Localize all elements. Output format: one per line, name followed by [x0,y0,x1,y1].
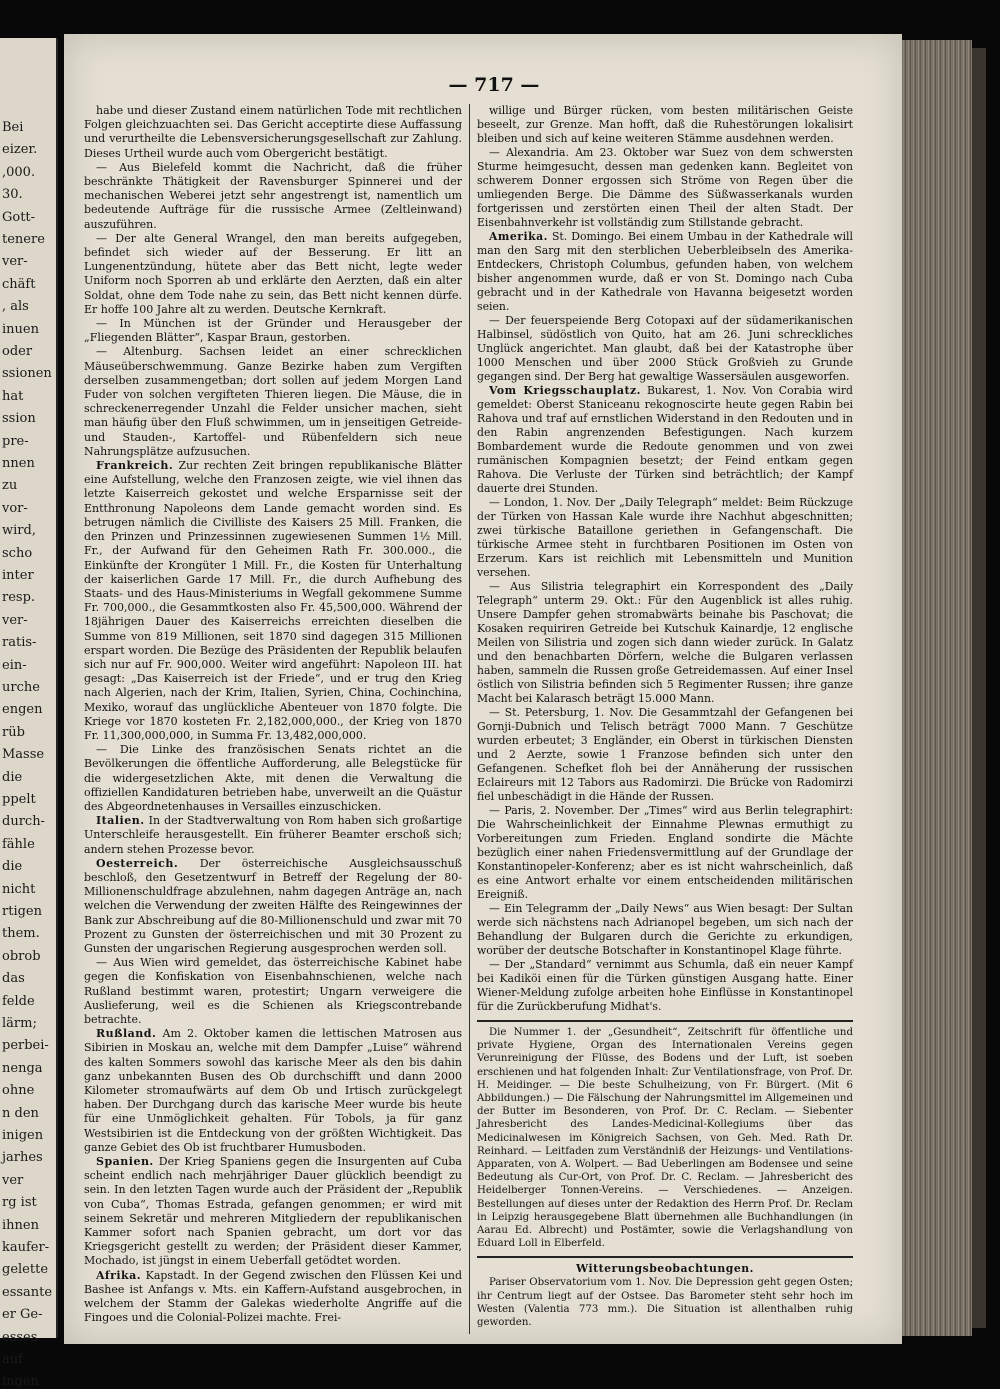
weather-text: Pariser Observatorium vom 1. Nov. Die Depression geht gegen Osten; ihr Centrum liegt auf der Ostsee. Das Barometer steht sehr hoch im Westen (Valentia 773 mm.). Die Situation ist allenthalben ruhig geworden. [477,1277,853,1329]
adjacent-page-fragment: Masse [2,747,45,763]
article-paragraph [477,314,853,384]
article-paragraph [477,384,853,496]
article-paragraph [84,232,462,317]
article-text: — Aus Wien wird gemeldet, das österreichische Kabinet habe gegen die Konfiskation von Eisenbahnschienen, welche nach Rußland bestimmt waren, protestirt; Ungarn verweigere die Auslieferung, weil es die Schienen als Kriegscontrebande betrachte. [84,956,462,1026]
article-text: In der Stadtverwaltung von Rom haben sich großartige Unterschleife herausgestellt. Ein früherer Beamter erschoß sich; andern stehen Prozesse bevor. [84,814,462,856]
adjacent-page-fragment: ppelt [2,792,36,807]
adjacent-page-fragment: engen [2,702,43,718]
section-heading: Amerika. [489,230,548,243]
adjacent-page-fragment: esses [2,1329,38,1345]
article-text: Bukarest, 1. Nov. Von Corabia wird gemeldet: Oberst Staniceanu rekognoscirte heute gegen Rabin bei Rahova und traf auf ernstlichen Widerstand in den Redouten und in den Rabin angrenzenden Befestigungen. Nach kurzem Bombardement wurde die Redoute genommen und von zwei rumänischen Kompagnien besetzt; der Feind entkam gegen Rahova. Die Verluste der Türken sind beträchtlich; der Kampf dauerte drei Stunden. [477,384,853,495]
article-paragraph [84,857,462,956]
adjacent-page-fragment: ssion [2,411,36,427]
adjacent-page-fragment: resp. [2,590,36,606]
section-heading: Rußland. [96,1027,157,1041]
article-text: Zur rechten Zeit bringen republikanische Blätter eine Aufstellung, welche den Franzosen zeigte, wie viel ihnen das letzte Kaiserreich gekostet und welche Ersparnisse seit der Entthronung Napoleons dem Lande gemacht worden sind. Es betrugen nämlich die Civilliste des Kaisers 25 Mill. Franken, die den Prinzen und Prinzessinnen zugewiesenen Summen 1½ Mill. Fr., der Aufwand für den Geheimen Rath Fr. 300.000., die Einkünfte der Krongüter 1 Mill. Fr., die Kosten für Unterhaltung der kaiserlichen Garde 17 Mill. Fr., die durch Aufhebung des Staats- und des Haus-Ministeriums in Wegfall gekommene Summe Fr. 700,000., die Gesammtkosten also Fr. 45,500,000. Während der 18jährigen Dauer des Kaiserreichs erreichten dieselben die Summe von 819 Millionen, seit 1870 sind dagegen 315 Millionen erspart worden. Die Bezüge des Präsidenten der Republik belaufen sich nur auf Fr. 900,000. Weiter wird angeführt: Napoleon III. hat gesagt: „Das Kaiserreich ist der Friede“, und er trug den Krieg nach Algerien, nach der Krim, Italien, Syrien, China, Cochinchina, Mexiko, worauf das unglückliche Abenteuer von 1870 folgte. Die Kriege vor 1870 kosteten Fr. 2,182,000,000., der Krieg von 1870 Fr. 11,300,000,000, in Summa Fr. 13,482,000,000. [84,459,462,742]
left-column [84,104,462,1325]
adjacent-page-fragment: them. [2,926,40,942]
adjacent-page-fragment: 30. [2,187,23,203]
adjacent-page-fragment: vor- [2,500,28,516]
adjacent-page-fragment: inter [2,568,34,583]
book-page-stack [902,40,972,1336]
adjacent-page-fragment: ver- [2,254,28,270]
article-paragraph [84,161,462,232]
adjacent-page-fragment: essante [2,1284,53,1300]
article-text: — Der „Standard“ vernimmt aus Schumla, daß ein neuer Kampf bei Kadiköi einen für die Türken günstigen Ausgang hatte. Einer Wiener-Meldung zufolge arbeiten hohe Einflüsse in Konstantinopel für die Zurückberufung Midhat's. [477,958,853,1013]
article-text: willige und Bürger rücken, vom besten militärischen Geiste beseelt, zur Grenze. Man hofft, daß die Ruhestörungen lokalisirt bleiben und sich auf keine weiteren Stämme ausdehnen werden. [477,104,853,145]
article-paragraph [84,317,462,345]
adjacent-page-fragment: rg ist [2,1195,37,1211]
adjacent-page-fragment: nnen [2,456,35,471]
adjacent-page-fragment: ratis- [2,635,37,651]
article-paragraph [84,743,462,814]
adjacent-page-fragment: eizer. [2,142,38,158]
article-text: — Aus Bielefeld kommt die Nachricht, daß die früher beschränkte Thätigkeit der Ravensburger Spinnerei und der mechanischen Weberei jetzt sehr angestrengt ist, namentlich um bedeutende Aufträge für die russische Armee (Zeltleinwand) auszuführen. [84,160,462,231]
article-paragraph [84,1027,462,1155]
section-heading: Italien. [96,814,145,828]
adjacent-page-fragment: ohne [2,1083,35,1099]
article-paragraph [84,956,462,1027]
adjacent-page-fragment: ver [2,1172,24,1188]
adjacent-page-fragment: n den [2,1105,39,1121]
page-number: — 717 — [448,74,540,96]
article-paragraph [477,902,853,958]
article-text: Kapstadt. In der Gegend zwischen den Flüssen Kei und Bashee ist Anfangs v. Mts. ein Kaffern-Aufstand ausgebrochen, in welchem der Stamm der Galekas wiederholte Angriffe auf die Fingoes und die Colonial-Polizei machte. Frei- [84,1268,463,1325]
adjacent-page-fragment: nicht [2,881,36,897]
adjacent-page-fragment: die [2,859,23,875]
adjacent-page-fragment: ,000. [2,164,36,180]
article-text: — Ein Telegramm der „Daily News“ aus Wien besagt: Der Sultan werde sich nächstens nach Adrianopel begeben, um sich nach der Behandlung der Bulgaren durch die Gerichte zu erkundigen, worüber der deutsche Botschafter in Konstantinopel Klage führte. [477,902,853,957]
article-text: — London, 1. Nov. Der „Daily Telegraph“ meldet: Beim Rückzuge der Türken von Hassan Kale wurde ihre Nachhut abgeschnitten; zwei türkische Bataillone geriethen in Gefangenschaft. Die türkische Armee steht in furchtbaren Positionen im Osten von Erzerum. Kars ist reichlich mit Lebensmitteln und Munition versehen. [477,496,853,579]
article-paragraph [84,104,462,161]
adjacent-page-fragment: oder [2,344,33,359]
adjacent-page-fragment: auf [2,1352,23,1367]
adjacent-page-fragment: tenere [2,232,45,247]
article-text: — Die Linke des französischen Senats richtet an die Bevölkerungen die öffentliche Aufforderung, alle Belegstücke für die widergesetzlichen Akte, mit denen die Verwaltung die offiziellen Kandidaturen betrieben habe, unverweilt an die Quästur des Abgeordnetenhauses in Versailles einzuschicken. [84,743,462,813]
adjacent-page-fragment: jarhes [2,1150,43,1166]
article-paragraph [84,814,462,857]
adjacent-page-edge [0,38,58,1389]
adjacent-page-fragment: pre- [2,433,29,449]
adjacent-page-fragment: felde [2,993,35,1009]
adjacent-page-fragment: nenga [2,1060,43,1076]
article-text: — Paris, 2. November. Der „Times“ wird aus Berlin telegraphirt: Die Wahrscheinlichkeit der Einnahme Plewnas ermuthigt zu Vorbereitungen zum Frieden. England sondirte die Mächte bezüglich einer nahen Friedensvermittlung auf der Grundlage der Konstantinopeler-Konferenz; aber es ist nicht wahrscheinlich, daß es eine Antwort erhalte vor einem entscheidenden militärischen Ereigniß. [477,804,853,901]
adjacent-page-fragment: inigen [2,1128,44,1143]
adjacent-page-fragment: perbei- [2,1038,49,1054]
adjacent-page-fragment: obrob [2,948,41,964]
adjacent-page-fragment: zu [2,478,18,494]
weather-rule [477,1256,853,1258]
article-text: — In München ist der Gründer und Herausgeber der „Fliegenden Blätter“, Kaspar Braun, gestorben. [84,317,462,345]
article-text: Der österreichische Ausgleichsausschuß beschloß, den Gesetzentwurf in Betreff der Regelung der 80-Millionenschuldfrage abzulehnen, nahm dagegen Anträge an, nach welchen die Verwendung der zweiten Hälfte des Reingewinnes der Bank zur Abschreibung auf die 80-Millionenschuld und zwar mit 70 Prozent zu Gunsten der österreichischen und mit 30 Prozent zu Gunsten der ungarischen Regierung ausgesprochen werden soll. [84,856,462,955]
adjacent-page-fragment: ein- [2,657,27,673]
adjacent-page-fragment: gelette [2,1262,49,1278]
section-heading: Frankreich. [96,459,174,473]
article-paragraph [477,804,853,902]
section-heading: Oesterreich. [96,856,179,870]
article-paragraph [84,1155,462,1269]
book-spine-shadow [972,48,986,1328]
weather-title: Witterungsbeobachtungen. [576,1262,754,1276]
article-paragraph [477,958,853,1014]
adjacent-page-fragment: fähle [2,836,35,852]
adjacent-page-fragment: rtigen [2,904,42,919]
notice-rule [477,1020,853,1022]
adjacent-page-fragment: ihnen [2,1217,39,1233]
adjacent-page-fragment: die [2,769,23,785]
adjacent-page-fragment: hat [2,388,24,404]
right-column [477,104,853,1329]
newspaper-page [64,34,902,1344]
article-text: Der Krieg Spaniens gegen die Insurgenten auf Cuba scheint endlich nach mehrjähriger Dauer glücklich beendigt zu sein. In den letzten Tagen wurde auch der Präsident der „Republik von Cuba“, Thomas Estrada, gefangen genommen; er wird mit seinem Sekretär und mehreren Mitgliedern der republikanischen Kammer sofort nach Spanien gebracht, um dort vor das Kriegsgericht gestellt zu werden; der Präsident dieser Kammer, Mochado, ist jüngst in einem Ueberfall getödtet worden. [84,1155,462,1268]
adjacent-page-fragment: urche [2,680,40,695]
section-heading: Spanien. [96,1155,154,1169]
article-text: — Der alte General Wrangel, den man bereits aufgegeben, befindet sich wieder auf der Besserung. Er litt an Lungenentzündung, hütete aber das Bett nicht, legte weder Uniform noch Sporren ab und erklärte den Aerzten, daß ein alter Soldat, ohne dem Tode nahe zu sein, das Bett nicht kennen dürfe. Er hoffe 100 Jahre alt zu werden. Deutsche Kernkraft. [84,231,462,316]
adjacent-page-fragment: ingen [2,1374,39,1389]
article-paragraph [477,146,853,230]
section-heading: Vom Kriegsschauplatz. [489,384,641,397]
adjacent-page-fragment: wird, [2,523,36,539]
article-paragraph [477,104,853,146]
article-paragraph [84,345,462,459]
adjacent-page-fragment: Gott- [2,209,36,225]
adjacent-page-fragment: , als [2,299,29,315]
adjacent-page-fragment: kaufer- [2,1240,50,1255]
adjacent-page-fragment: ver- [2,612,28,628]
article-paragraph [477,706,853,804]
article-paragraph [84,459,462,743]
article-text: — St. Petersburg, 1. Nov. Die Gesammtzahl der Gefangenen bei Gornji-Dubnich und Telisch beträgt 7000 Mann. 7 Geschütze wurden erbeutet; 3 Engländer, ein Oberst in türkischen Diensten und 2 Aerzte, sowie 1 Franzose befinden sich unter den Gefangenen. Schefket floh bei der Annäherung der russischen Eclaireurs mit 12 Tabors aus Radomirzi. Die Brücke von Radomirzi fiel unbeschädigt in die Hände der Russen. [477,706,853,803]
article-text: Am 2. Oktober kamen die lettischen Matrosen aus Sibirien in Moskau an, welche mit dem Dampfer „Luise“ während des kalten Sommers sowohl das karische Meer als den bis dahin ganz unbekannten Busen des Ob durchschifft und dann 2000 Kilometer stromaufwärts auf dem Ob und Irtisch zurückgelegt haben. Der Durchgang durch das karische Meer wurde bis heute für eine Unmöglichkeit gehalten. Für Tobols, ja für ganz Westsibirien ist die Entdeckung von der größten Wichtigkeit. Das ganze Gebiet des Ob ist fruchtbarer Humusboden. [84,1027,462,1154]
article-text: — Aus Silistria telegraphirt ein Korrespondent des „Daily Telegraph“ unterm 29. Okt.: Für den Augenblick ist alles ruhig. Unsere Dampfer gehen stromabwärts beinahe bis Paschovat; die Kosaken requiriren Getreide bei Kutschuk Kainardje, 12 englische Meilen von Silistria und zogen sich dann wieder zurück. In Galatz und den benachbarten Dörfern, welche die Bulgaren verlassen haben, sammeln die Russen große Getreidemassen. Auf einer Insel östlich von Silistria befinden sich 5 Regimenter Russen; ihre ganze Macht bei Kalarasch beträgt 15.000 Mann. [477,580,853,705]
article-text: St. Domingo. Bei einem Umbau in der Kathedrale will man den Sarg mit den sterblichen Ueberbleibseln des Amerika-Entdeckers, Christoph Columbus, gefunden haben, von welchem bisher angenommen wurde, daß er von St. Domingo nach Cuba gebracht und in der Kathedrale von Havanna beigesetzt worden seien. [477,230,853,313]
adjacent-page-fragment: lärm; [2,1016,37,1031]
adjacent-page-fragment: scho [2,545,33,561]
article-paragraph [477,230,853,314]
article-text: habe und dieser Zustand einem natürlichen Tode mit rechtlichen Folgen gleichzuachten sei. Das Gericht acceptirte diese Auffassung und verurtheilte die Lebensversicherungsgesellschaft zur Zahlung. Dieses Urtheil wurde auch vom Obergericht bestätigt. [84,104,462,160]
article-paragraph [477,496,853,580]
adjacent-page-fragment: inuen [2,321,39,337]
article-paragraph [84,1269,462,1326]
column-divider [469,104,470,1334]
adjacent-page-fragment: Bei [2,120,24,135]
article-text: — Alexandria. Am 23. Oktober war Suez von dem schwersten Sturme heimgesucht, dessen man gedenken kann. Begleitet von schwerem Donner ergossen sich Ströme von Regen über die umliegenden Berge. Die Dämme des Süßwasserkanals wurden fortgerissen und zerstörten einen Theil der alten Stadt. Der Eisenbahnverkehr ist vollständig zum Stillstande gebracht. [477,146,853,229]
article-text: — Der feuerspeiende Berg Cotopaxi auf der südamerikanischen Halbinsel, südöstlich von Quito, hat am 26. Juni schreckliches Unglück angerichtet. Man glaubt, daß bei der Katastrophe über 1000 Menschen und über 2000 Stück Großvieh zu Grunde gegangen sind. Der Berg hat gewaltige Wassersäulen ausgeworfen. [477,314,853,383]
publisher-notice: Die Nummer 1. der „Gesundheit“, Zeitschrift für öffentliche und private Hygiene, Organ des Internationalen Vereins gegen Verunreinigung der Flüsse, des Bodens und der Luft, ist soeben erschienen und hat folgenden Inhalt: Zur Ventilationsfrage, von Prof. Dr. H. Meidinger. — Die beste Schulheizung, von Fr. Bürgert. (Mit 6 Abbildungen.) — Die Fälschung der Nahrungsmittel im Allgemeinen und der Butter im Besonderen, von Prof. Dr. C. Reclam. — Siebenter Jahresbericht des Landes-Medicinal-Kollegiums über das Medicinalwesen im Königreich Sachsen, von Geh. Med. Rath Dr. Reinhard. — Leitfaden zum Verständniß der Heizungs- und Ventilations-Apparaten, von A. Wolpert. — Bad Ueberlingen am Bodensee und seine Bedeutung als Cur-Ort, von Prof. Dr. C. Reclam. — Jahresbericht des Heidelberger Tonnen-Vereins. — Verschiedenes. — Anzeigen. Bestellungen auf dieses unter der Redaktion des Herrn Prof. Dr. Reclam in Leipzig herausgegebene Blatt übernehmen alle Buchhandlungen (in Aarau Ed. Albrecht) und Postämter, sowie die Verlagshandlung von Eduard Loll in Elberfeld. [477,1027,853,1250]
article-paragraph [477,580,853,706]
adjacent-page-fragment: ssionen [2,366,52,382]
section-heading: Afrika. [96,1268,142,1282]
adjacent-page-fragment: rüb [2,724,25,740]
adjacent-page-fragment: das [2,971,25,987]
adjacent-page-fragment: er Ge- [2,1307,43,1323]
adjacent-page-fragment: durch- [2,814,45,830]
article-text: — Altenburg. Sachsen leidet an einer schrecklichen Mäuseüberschwemmung. Ganze Bezirke haben zum Vergiften derselben zusammengetban; dort sollen auf jedem Morgen Land Fuder von solchen vergifteten Thieren liegen. Die Mäuse, die in schreckenerregender Unzahl die Felder unsicher machen, sieht man häufig über den Fluß schwimmen, um in jenseitigen Getreide- und Stauden-, Kartoffel- und Rübenfeldern sich neue Nahrungsplätze aufzusuchen. [84,345,462,458]
adjacent-page-fragment: chäft [2,276,36,292]
